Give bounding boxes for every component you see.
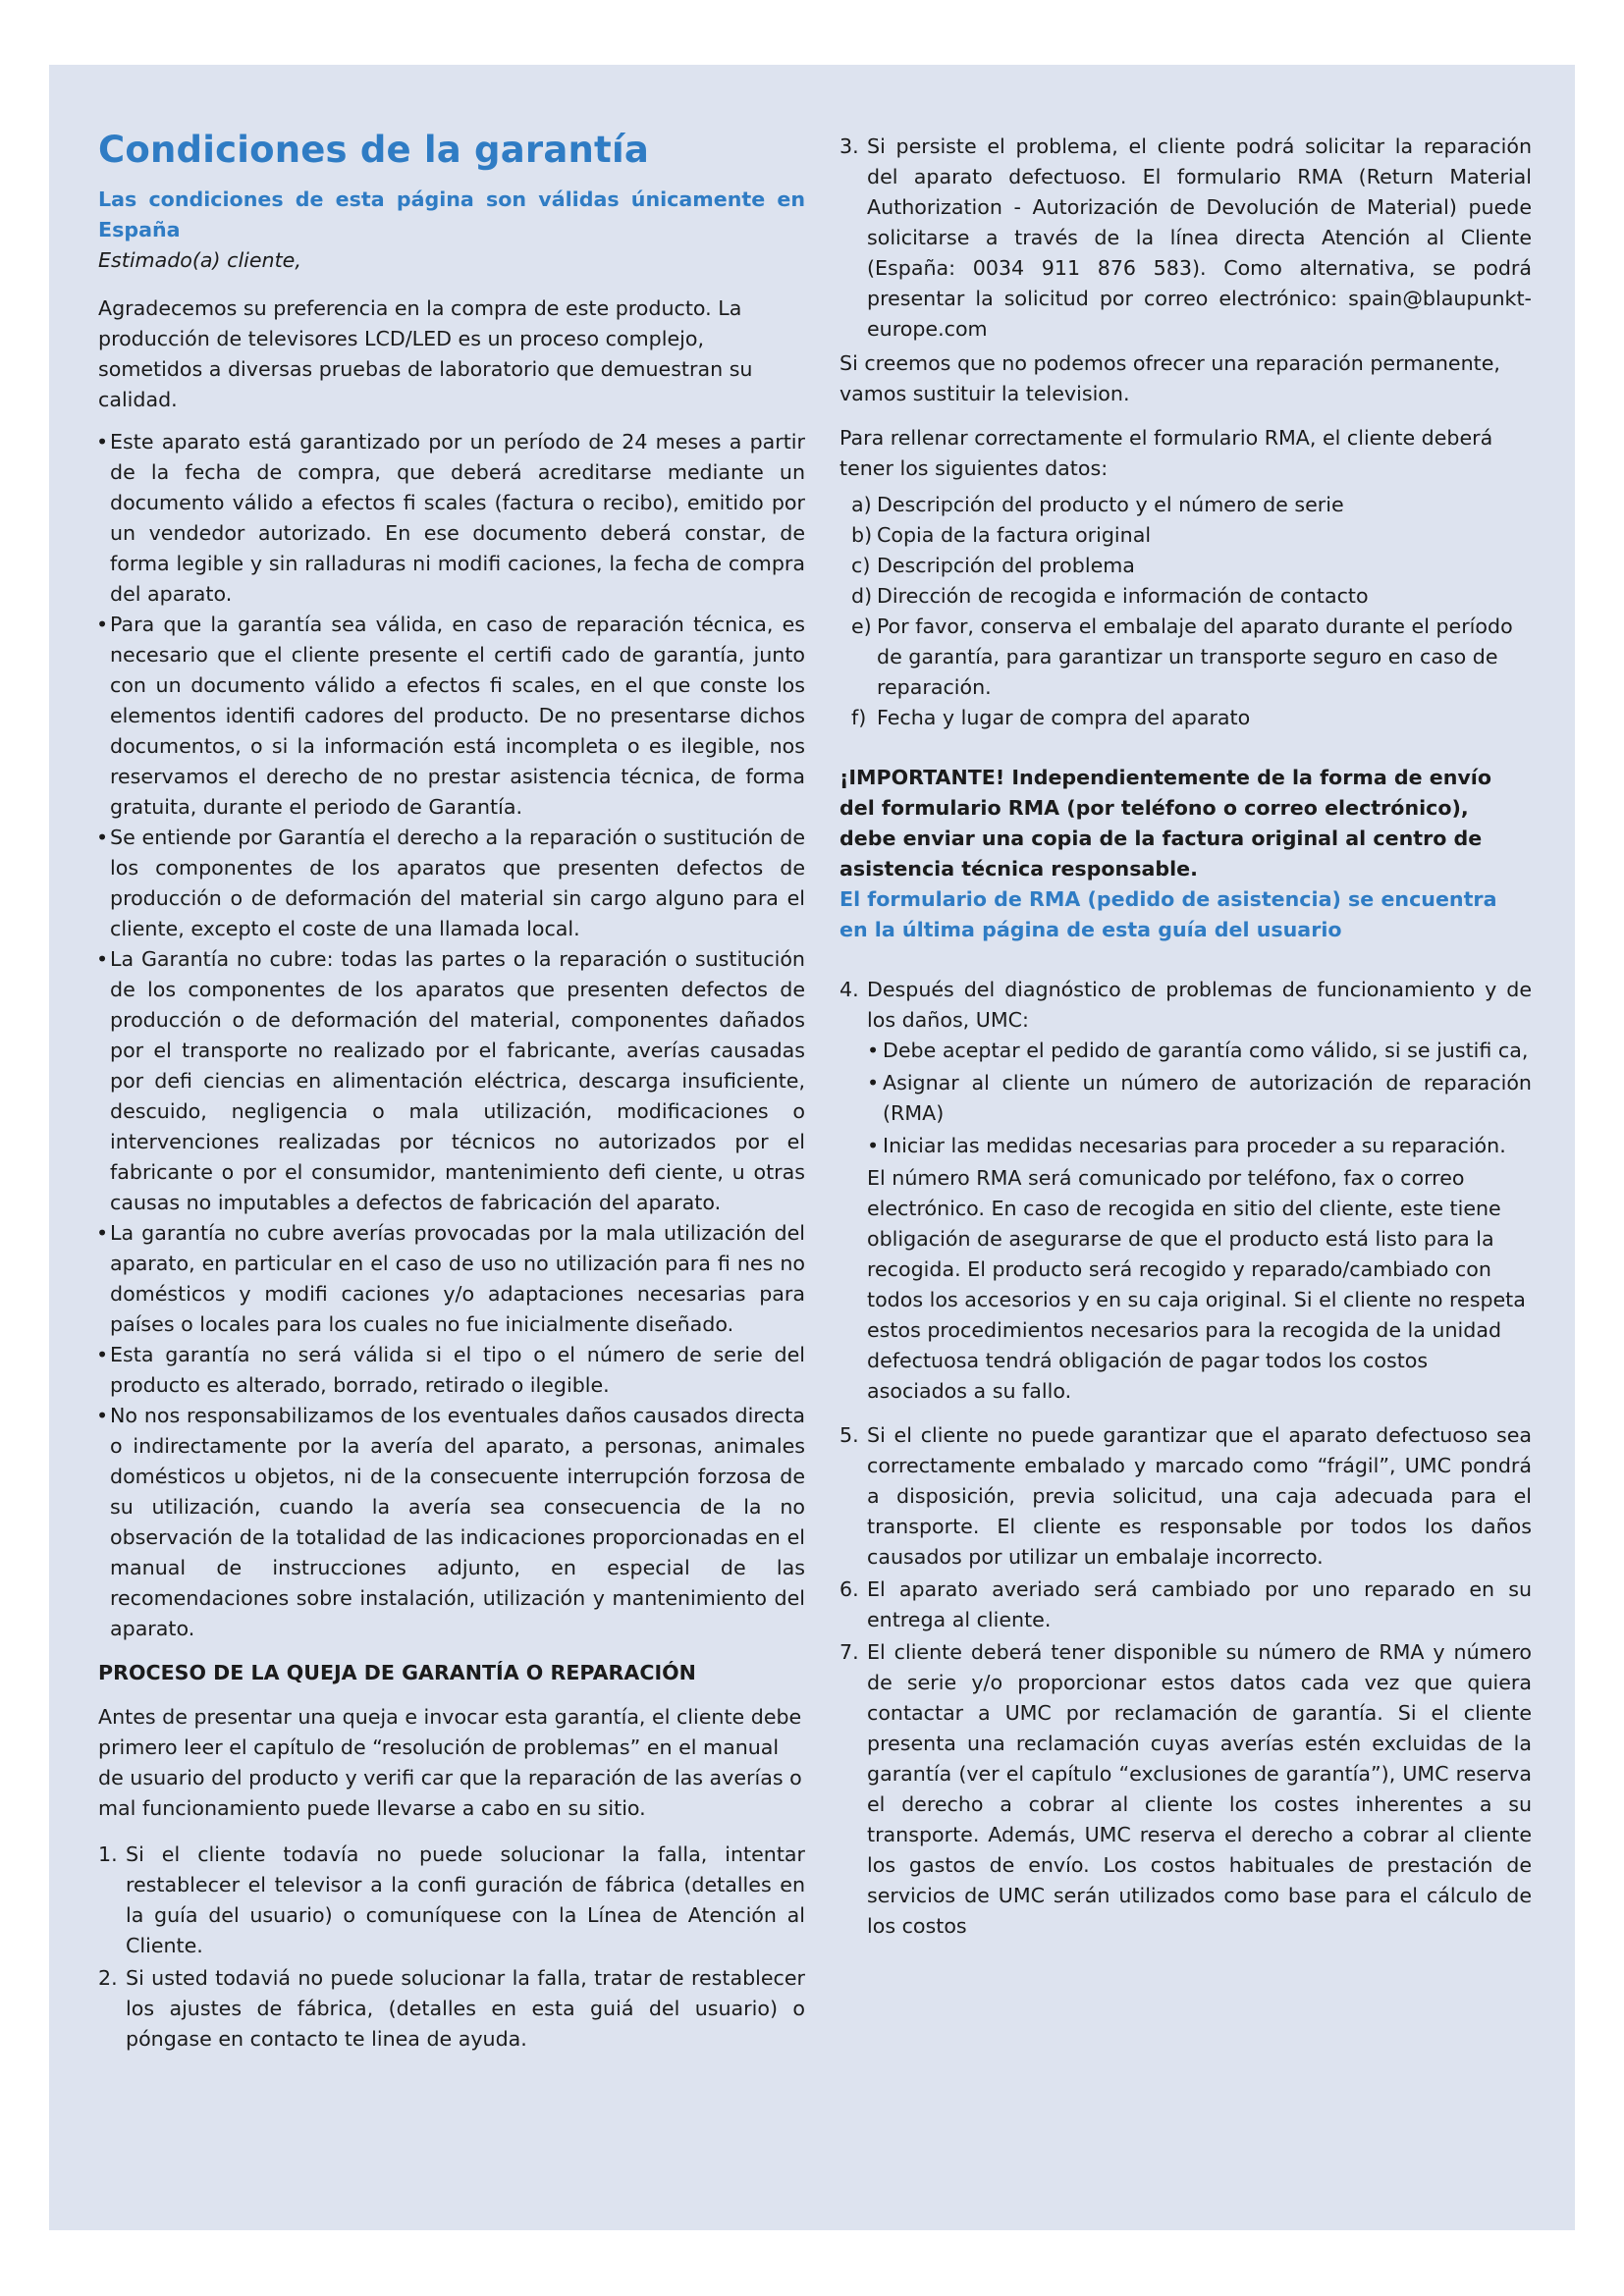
condition-item: • Esta garantía no será válida si el tipo o el número de serie del producto es alterado, borrado, retirado o ilegible. — [98, 1340, 805, 1401]
rma-item-text: Dirección de recogida e información de contacto — [877, 584, 1369, 608]
step-number: 5. — [839, 1423, 859, 1447]
step-number: 2. — [98, 1966, 118, 1990]
step-4 — [839, 975, 1532, 1407]
process-heading: PROCESO DE LA QUEJA DE GARANTÍA O REPARACIÓN — [98, 1661, 696, 1684]
conditions-list — [98, 427, 805, 1644]
action-item: • Iniciar las medidas necesarias para proceder a su reparación. — [867, 1131, 1532, 1161]
rma-item-text: Por favor, conserva el embalaje del aparato durante el período de garantía, para garantizar un transporte seguro en caso de reparación. — [877, 614, 1513, 699]
step-item — [839, 1420, 1532, 1573]
step-text: Si usted todaviá no puede solucionar la falla, tratar de restablecer los ajustes de fábrica, (detalles en esta guiá del usuario) o póngase en contacto te linea de ayuda. — [126, 1966, 805, 2051]
rma-item-letter: e) — [851, 614, 872, 638]
step-text: El cliente deberá tener disponible su número de RMA y número de serie y/o proporcionar estos datos cada vez que quiera contactar a UMC por reclamación de garantía. Si el cliente presenta una reclamación cuyas averías estén excluidas de la garantía (ver el capítulo “exclusiones de garantía”), UMC reserva el derecho a cobrar al cliente los costes inherentes a su transporte. Además, UMC reserva el derecho a cobrar al cliente los gastos de envío. Los costos habituales de prestación de servicios de UMC serán utilizados como base para el cálculo de los costos — [867, 1640, 1532, 1938]
rma-form-location: El formulario de RMA (pedido de asistencia) se encuentra en la última página de esta guía del usuario — [839, 887, 1497, 941]
rma-item-text: Descripción del producto y el número de serie — [877, 493, 1344, 516]
step-item — [839, 132, 1532, 345]
rma-item-text: Descripción del problema — [877, 554, 1135, 577]
rma-item-text: Fecha y lugar de compra del aparato — [877, 706, 1251, 729]
step-text: El aparato averiado será cambiado por uno reparado en su entrega al cliente. — [867, 1577, 1532, 1631]
step-item — [839, 975, 1532, 1407]
condition-item: • Este aparato está garantizado por un período de 24 meses a partir de la fecha de compra, que deberá acreditarse mediante un documento válido a efectos fi scales (factura o recibo), emitido por un vendedor autorizado. En ese documento deberá constar, de forma legible y sin ralladuras ni modifi caciones, la fecha de compra del aparato. — [98, 427, 805, 610]
step-number: 3. — [839, 134, 859, 158]
step-text: Si el cliente no puede garantizar que el aparato defectuoso sea correctamente embalado y marcado como “frágil”, UMC pondrá a disposición, previa solicitud, una caja adecuada para el transporte. El cliente es responsable por todos los daños causados por utilizar un embalaje incorrecto. — [867, 1423, 1532, 1569]
rma-item-letter: d) — [851, 584, 873, 608]
condition-item: • La Garantía no cubre: todas las partes o la reparación o sustitución de los componentes de los aparatos que presenten defectos de producción o de deformación del material, componentes dañados por el transporte no realizado por el fabricante, averías causadas por defi ciencias en alimentación eléctrica, descarga insuficiente, descuido, negligencia o mala utilización, modificaciones o intervenciones realizadas por técnicos no autorizados por el fabricante o por el consumidor, mantenimiento defi ciente, u otras causas no imputables a defectos de fabricación del aparato. — [98, 944, 805, 1218]
steps-list-left — [98, 1840, 805, 2055]
condition-item: • Para que la garantía sea válida, en caso de reparación técnica, es necesario que el cliente presente el certifi cado de garantía, junto con un documento válido a efectos fi scales, en el que conste los elementos identifi cadores del producto. De no presentarse dichos documentos, o si la información está incompleta o es ilegible, nos reservamos el derecho de no prestar asistencia técnica, de forma gratuita, durante el periodo de Garantía. — [98, 610, 805, 823]
rma-item — [851, 490, 1532, 520]
action-item: • Asignar al cliente un número de autorización de reparación (RMA) — [867, 1068, 1532, 1129]
rma-item — [851, 581, 1532, 612]
page-subtitle: Las condiciones de esta página son válidas únicamente en España — [98, 187, 805, 241]
step-4-actions — [867, 1036, 1532, 1161]
important-notice: ¡IMPORTANTE! Independientemente de la forma de envío del formulario RMA (por teléfono o correo electrónico), debe enviar una copia de la factura original al centro de asistencia técnica responsable. — [839, 766, 1492, 881]
step-3 — [839, 132, 1532, 345]
condition-item: • Se entiende por Garantía el derecho a la reparación o sustitución de los componentes de los aparatos que presenten defectos de producción o de deformación del material sin cargo alguno para el cliente, excepto el coste de una llamada local. — [98, 823, 805, 944]
rma-item-letter: b) — [851, 523, 873, 547]
step-item — [839, 1575, 1532, 1635]
right-column — [839, 132, 1532, 1951]
rma-item — [851, 612, 1532, 703]
step-text: Si persiste el problema, el cliente podrá solicitar la reparación del aparato defectuoso. El formulario RMA (Return Material Authorization - Autorización de Devolución de Material) puede solicitarse a través de la línea directa Atención al Cliente (España: 0034 911 876 583). Como alternativa, se podrá presentar la solicitud por correo electrónico: spain@blaupunkt-europe.com — [867, 134, 1532, 341]
step-number: 1. — [98, 1842, 118, 1866]
step-item — [98, 1840, 805, 1961]
action-item: • Debe aceptar el pedido de garantía como válido, si se justifi ca, — [867, 1036, 1532, 1066]
step-4-details: El número RMA será comunicado por teléfono, fax o correo electrónico. En caso de recogida en sitio del cliente, este tiene obligación de asegurarse de que el producto está listo para la recogida. El producto será recogido y reparado/cambiado con todos los accesorios y en su caja original. Si el cliente no respeta estos procedimientos necesarios para la recogida de la unidad defectuosa tendrá obligación de pagar todos los costos asociados a su fallo. — [867, 1166, 1526, 1403]
rma-item-text: Copia de la factura original — [877, 523, 1152, 547]
step-text: Si el cliente todavía no puede solucionar la falla, intentar restablecer el televisor a la confi guración de fábrica (detalles en la guía del usuario) o comuníquese con la Línea de Atención al Cliente. — [126, 1842, 805, 1957]
rma-item — [851, 703, 1532, 733]
page-panel — [49, 65, 1575, 2230]
step-number: 4. — [839, 978, 859, 1001]
salutation: Estimado(a) cliente, — [98, 248, 301, 272]
rma-item — [851, 520, 1532, 551]
rma-item-letter: f) — [851, 706, 867, 729]
rma-item — [851, 551, 1532, 581]
step-item — [839, 1637, 1532, 1942]
steps-list-right — [839, 1420, 1532, 1942]
condition-item: • La garantía no cubre averías provocadas por la mala utilización del aparato, en particular en el caso de uso no utilización para fi nes no domésticos y modifi caciones y/o adaptaciones necesarias para países o locales para los cuales no fue inicialmente diseñado. — [98, 1218, 805, 1340]
intro-paragraph: Agradecemos su preferencia en la compra de este producto. La producción de televisores LCD/LED es un proceso complejo, sometidos a diversas pruebas de laboratorio que demuestran su calidad. — [98, 296, 753, 411]
step-number: 7. — [839, 1640, 859, 1664]
left-column — [98, 128, 805, 2064]
rma-data-list — [851, 490, 1532, 733]
rma-item-letter: c) — [851, 554, 871, 577]
rma-intro: Para rellenar correctamente el formulario RMA, el cliente deberá tener los siguientes datos: — [839, 426, 1493, 480]
replacement-note: Si creemos que no podemos ofrecer una reparación permanente, vamos sustituir la television. — [839, 351, 1500, 405]
page-title: Condiciones de la garantía — [98, 129, 649, 171]
step-number: 6. — [839, 1577, 859, 1601]
rma-item-letter: a) — [851, 493, 872, 516]
step-item — [98, 1963, 805, 2055]
process-intro: Antes de presentar una queja e invocar esta garantía, el cliente debe primero leer el capítulo de “resolución de problemas” en el manual de usuario del producto y verifi car que la reparación de las averías o mal funcionamiento puede llevarse a cabo en su sitio. — [98, 1705, 802, 1820]
condition-item: • No nos responsabilizamos de los eventuales daños causados directa o indirectamente por la avería del aparato, a personas, animales domésticos u objetos, ni de la consecuente interrupción forzosa de su utilización, cuando la avería sea consecuencia de la no observación de la totalidad de las indicaciones proporcionadas en el manual de instrucciones adjunto, en especial de las recomendaciones sobre instalación, utilización y mantenimiento del aparato. — [98, 1401, 805, 1644]
step-text: Después del diagnóstico de problemas de funcionamiento y de los daños, UMC: — [867, 978, 1532, 1032]
